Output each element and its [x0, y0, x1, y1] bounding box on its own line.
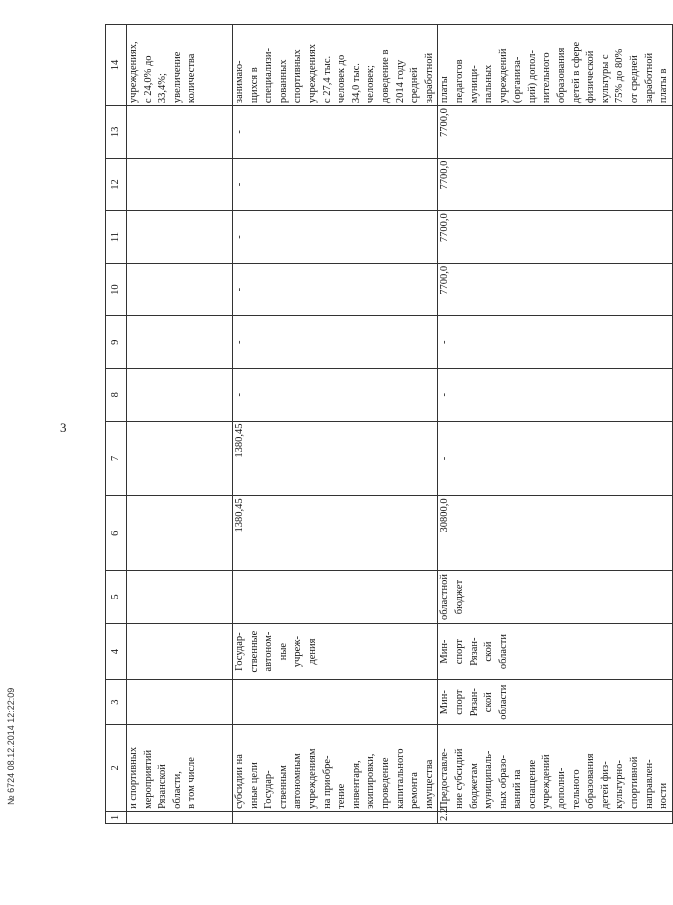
column-header: 14: [106, 25, 127, 106]
cell-year-value: [127, 263, 233, 316]
column-header: 9: [106, 316, 127, 369]
rotated-table-page: [105, 24, 670, 824]
cell-activity: Предоставле- ние субсидий бюджетам муниципаль- ных образо- ваний на оснащение учреждений дополни- тельного образования детей физ- культурно- спортивной направлен- ности: [438, 724, 673, 811]
cell-year-value: [127, 421, 233, 496]
cell-year-value: 1380,45: [233, 421, 438, 496]
cell-expected-result: платы педагогов муници- пальных учреждений (организа- ций) допол- нительного образования детей в сфере физической культуры с 75% до 80% от средней заработной платы в: [438, 25, 673, 106]
column-header: 7: [106, 421, 127, 496]
cell-activity: субсидии на иные цели Государ- ственным автономным учреждениям на приобре- тение инвентаря, экипировки, проведение капитального ремонта имущества: [233, 724, 438, 811]
cell-year-value: [127, 106, 233, 159]
cell-year-value: [127, 316, 233, 369]
cell-year-value: 7700,0: [438, 158, 673, 211]
cell-year-value: 7700,0: [438, 106, 673, 159]
cell-year-value: -: [233, 158, 438, 211]
cell-year-value: [127, 211, 233, 264]
cell-source: [233, 571, 438, 624]
column-header: 12: [106, 158, 127, 211]
cell-number: 2.2: [438, 811, 673, 823]
cell-expected-result: занимаю- щихся в специализи- рованных спортивных учреждениях с 27,4 тыс. человек до 34,0 тыс. человек; доведение в 2014 году средней заработной: [233, 25, 438, 106]
column-number-row: [106, 25, 127, 824]
cell-number: [127, 811, 233, 823]
cell-coordinator: [127, 680, 233, 725]
cell-year-value: -: [438, 316, 673, 369]
column-header: 10: [106, 263, 127, 316]
cell-total: 1380,45: [233, 496, 438, 571]
cell-year-value: -: [233, 316, 438, 369]
column-header: 3: [106, 680, 127, 725]
cell-expected-result: учреждениях, с 24,0% до 33,4%; увеличение количества: [127, 25, 233, 106]
column-header: 13: [106, 106, 127, 159]
column-header: 6: [106, 496, 127, 571]
cell-year-value: -: [233, 263, 438, 316]
cell-coordinator: [233, 680, 438, 725]
cell-total: 30800,0: [438, 496, 673, 571]
cell-total: [127, 496, 233, 571]
cell-year-value: 7700,0: [438, 211, 673, 264]
registration-stamp: № 6724 08.12.2014 12:22:09: [6, 687, 16, 805]
cell-year-value: -: [233, 211, 438, 264]
table-row: [233, 25, 438, 824]
page-number: 3: [60, 420, 67, 435]
table-row: [127, 25, 233, 824]
cell-activity: и спортивных мероприятий Рязанской области, в том числе: [127, 724, 233, 811]
cell-year-value: -: [438, 421, 673, 496]
cell-year-value: 7700,0: [438, 263, 673, 316]
program-activities-table: [105, 24, 673, 824]
cell-year-value: [127, 158, 233, 211]
column-header: 4: [106, 623, 127, 680]
cell-year-value: [127, 368, 233, 421]
cell-number: [233, 811, 438, 823]
cell-source: областной бюджет: [438, 571, 673, 624]
column-header: 1: [106, 811, 127, 823]
cell-executor: Мин- спорт Рязан- ской области: [438, 623, 673, 680]
column-header: 2: [106, 724, 127, 811]
column-header: 11: [106, 211, 127, 264]
column-header: 5: [106, 571, 127, 624]
cell-year-value: -: [233, 368, 438, 421]
table-row: [438, 25, 673, 824]
cell-coordinator: Мин- спорт Рязан- ской области: [438, 680, 673, 725]
cell-executor: [127, 623, 233, 680]
cell-source: [127, 571, 233, 624]
cell-executor: Государ- ственные автоном- ные учреж- дения: [233, 623, 438, 680]
cell-year-value: -: [438, 368, 673, 421]
cell-year-value: -: [233, 106, 438, 159]
column-header: 8: [106, 368, 127, 421]
